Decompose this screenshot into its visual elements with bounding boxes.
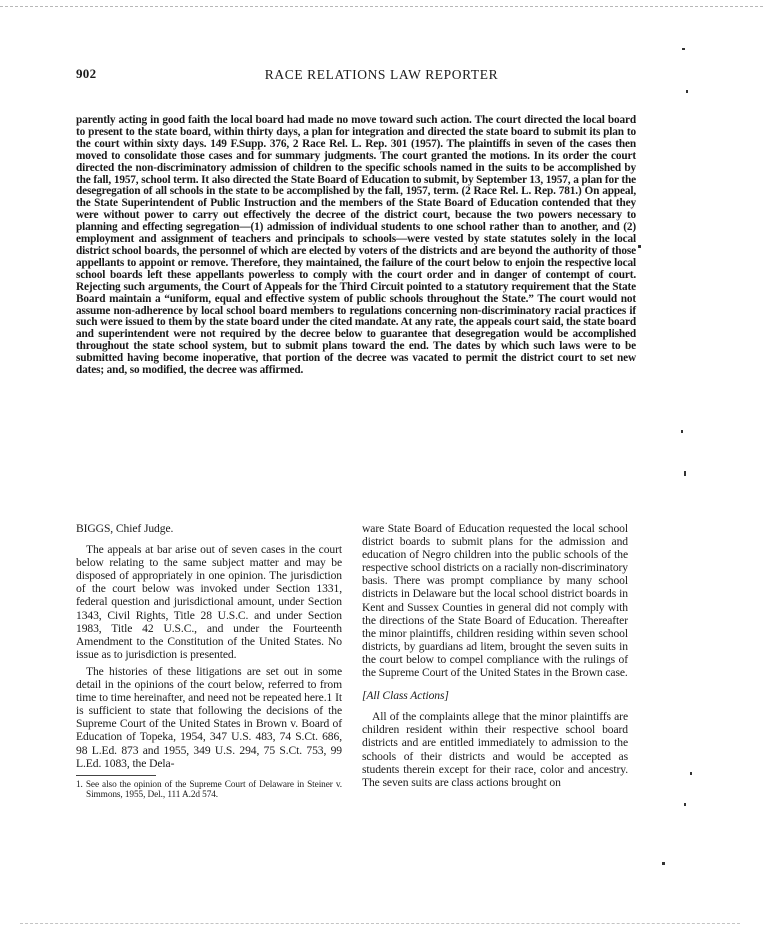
scan-speck bbox=[682, 48, 685, 50]
scan-speck bbox=[638, 245, 641, 248]
section-heading: [All Class Actions] bbox=[362, 689, 449, 703]
scan-speck bbox=[686, 90, 688, 93]
opinion-paragraph: The appeals at bar arise out of seven cases in the court below relating to the same subject matter and may be disposed of appropriately in one opinion. The jurisdiction of the court below was invoked under Section 1331, federal question and jurisdictional amount, under Section 1343, Civil Rights, Title 28 U.S.C. and under Section 1983, Title 42 U.S.C., and under the Fourteenth Amendment to the Constitution of the United States. No issue as to jurisdiction is presented. bbox=[76, 543, 342, 661]
footnote: 1. See also the opinion of the Supreme Court of Delaware in Steiner v. Simmons, 1955, Del., 111 A.2d 574. bbox=[76, 779, 342, 800]
scan-speck bbox=[662, 862, 665, 865]
judge-name: BIGGS, Chief Judge. bbox=[76, 522, 174, 535]
headnote-summary bbox=[76, 115, 636, 377]
scan-speck bbox=[684, 803, 686, 806]
opinion-paragraph: The histories of these litigations are set out in some detail in the opinions of the court below, referred to from time to time hereinafter, and need not be repeated here.1 It is sufficient to state that following the decisions of the Supreme Court of the United States in Brown v. Board of Education of Topeka, 1954, 347 U.S. 483, 74 S.Ct. 686, 98 L.Ed. 873 and 1955, 349 U.S. 294, 75 S.Ct. 753, 99 L.Ed. 1083, the Dela- bbox=[76, 664, 342, 770]
page-number: 902 bbox=[76, 66, 97, 81]
left-column bbox=[76, 522, 342, 800]
headnote-text: parently acting in good faith the local board had made no move toward such action. The court directed the local board to present to the state board, within thirty days, a plan for integration and directed the state board to submit its plan to the court within sixty days. 149 F.Supp. 376, 2 Race Rel. L. Rep. 301 (1957). The plaintiffs in seven of the cases then moved to consolidate those cases and for summary judgments. The court granted the motions. In its order the court directed the non-discriminatory admission of children to the specific schools named in the suits to be accomplished by the fall, 1957, school term. It also directed the State Board of Education to submit, by September 13, 1957, a plan for the desegregation of all schools in the state to be accomplished by the fall, 1957, term. (2 Race Rel. L. Rep. 781.) On appeal, the State Superintendent of Public Instruction and the members of the State Board of Education contended that they were without power to carry out effectively the decree of the district court, because the two powers necessary to planning and effecting segregation—(1) admission of individual students to one school rather than to another, and (2) employment and assignment of teachers and principals to schools—were vested by state statutes solely in the local district school boards, the personnel of which are elected by voters of the districts and are beyond the authority of those appellants to appoint or remove. Therefore, they maintained, the failure of the court below to enjoin the respective local school boards left these appellants powerless to comply with the court order and in danger of contempt of court. Rejecting such arguments, the Court of Appeals for the Third Circuit pointed to a statutory requirement that the State Board maintain a “uniform, equal and effective system of public schools throughout the State.” The court would not assume non-adherence by local school board members to regulations concerning non-discriminatory racial practices if such were issued to them by the state board under the cited mandate. At any rate, the appeals court said, the state board and superintendent were not required by the decree below to guarantee that desegregation would be accomplished throughout the state school system, but to submit plans toward the end. The dates by which such laws were to be submitted having become inoperative, that portion of the decree was vacated to permit the district court to set new dates; and, so modified, the decree was affirmed. bbox=[76, 114, 636, 377]
scan-speck bbox=[690, 772, 692, 775]
scan-top-edge bbox=[0, 6, 763, 7]
running-title: RACE RELATIONS LAW REPORTER bbox=[264, 67, 499, 82]
opinion-paragraph: ware State Board of Education requested the local school district boards to submit plans for the admission and education of Negro children into the public schools of the respective school districts on a racially non-discriminatory basis. There was prompt compliance by many school districts in Delaware but the local school district boards in Kent and Sussex Counties in general did not comply with the directions of the State Board of Education. Thereafter the minor plaintiffs, children residing within seven school districts, by guardians ad litem, brought the seven suits in the court below to compel compliance with the rulings of the Supreme Court of the United States in the Brown case. bbox=[362, 522, 628, 680]
right-column bbox=[362, 522, 628, 789]
opinion-paragraph: All of the complaints allege that the minor plaintiffs are children resident within their respective school board districts and are entitled immediately to admission to the schools of their districts and would be accepted as students therein except for their race, color and ancestry. The seven suits are class actions brought on bbox=[362, 710, 628, 789]
scan-bottom-edge bbox=[20, 923, 740, 924]
scan-speck bbox=[684, 471, 686, 476]
footnote-rule bbox=[76, 775, 156, 776]
scan-speck bbox=[681, 430, 683, 433]
